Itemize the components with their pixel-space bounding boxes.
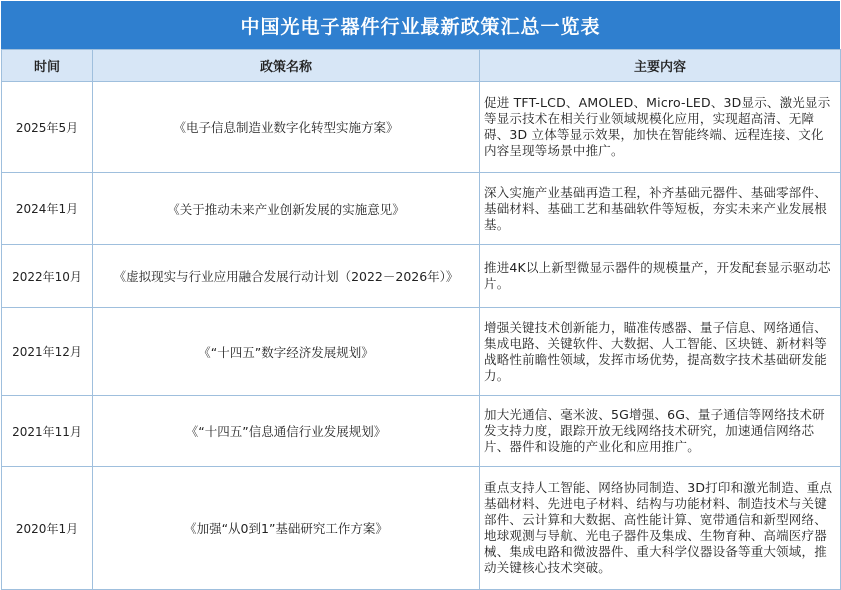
content-cell: 深入实施产业基础再造工程，补齐基础元器件、基础零部件、基础材料、基础工艺和基础软件等短板，夯实未来产业发展根基。 xyxy=(480,173,841,245)
header-time: 时间 xyxy=(2,50,93,82)
policy-name-cell: 《“十四五”信息通信行业发展规划》 xyxy=(93,396,480,467)
table-row xyxy=(2,396,841,467)
table-row xyxy=(2,308,841,396)
policy-name-cell: 《加强“从0到1”基础研究工作方案》 xyxy=(93,467,480,590)
content-cell: 加大光通信、毫米波、5G增强、6G、量子通信等网络技术研发支持力度，跟踪开放无线网络技术研究，加速通信网络芯片、器件和设施的产业化和应用推广。 xyxy=(480,396,841,467)
table-row xyxy=(2,173,841,245)
content-cell: 推进4K以上新型微显示器件的规模量产，开发配套显示驱动芯片。 xyxy=(480,245,841,308)
policy-name-cell: 《关于推动未来产业创新发展的实施意见》 xyxy=(93,173,480,245)
content-cell: 增强关键技术创新能力，瞄准传感器、量子信息、网络通信、集成电路、关键软件、大数据、人工智能、区块链、新材料等战略性前瞻性领域，发挥市场优势，提高数字技术基础研发能力。 xyxy=(480,308,841,396)
time-cell: 2022年10月 xyxy=(2,245,93,308)
policy-name-cell: 《“十四五”数字经济发展规划》 xyxy=(93,308,480,396)
content-cell: 促进 TFT-LCD、AMOLED、Micro-LED、3D显示、激光显示等显示技术在相关行业领域规模化应用，实现超高清、无障碍、3D 立体等显示效果，加快在智能终端、远程连接、文化内容呈现等场景中推广。 xyxy=(480,82,841,173)
content-cell: 重点支持人工智能、网络协同制造、3D打印和激光制造、重点基础材料、先进电子材料、结构与功能材料、制造技术与关键部件、云计算和大数据、高性能计算、宽带通信和新型网络、地球观测与导航、光电子器件及集成、生物育种、高端医疗器械、集成电路和微波器件、重大科学仪器设备等重大领域，推动关键核心技术突破。 xyxy=(480,467,841,590)
policy-name-cell: 《虚拟现实与行业应用融合发展行动计划（2022－2026年）》 xyxy=(93,245,480,308)
policy-table xyxy=(1,49,841,590)
table-row xyxy=(2,82,841,173)
policy-name-cell: 《电子信息制造业数字化转型实施方案》 xyxy=(93,82,480,173)
header-policy: 政策名称 xyxy=(93,50,480,82)
time-cell: 2025年5月 xyxy=(2,82,93,173)
time-cell: 2021年12月 xyxy=(2,308,93,396)
policy-summary-table-container xyxy=(1,1,840,581)
table-title: 中国光电子器件行业最新政策汇总一览表 xyxy=(1,1,840,49)
table-row xyxy=(2,467,841,590)
header-row xyxy=(2,50,841,82)
time-cell: 2024年1月 xyxy=(2,173,93,245)
header-content: 主要内容 xyxy=(480,50,841,82)
time-cell: 2021年11月 xyxy=(2,396,93,467)
time-cell: 2020年1月 xyxy=(2,467,93,590)
table-row xyxy=(2,245,841,308)
